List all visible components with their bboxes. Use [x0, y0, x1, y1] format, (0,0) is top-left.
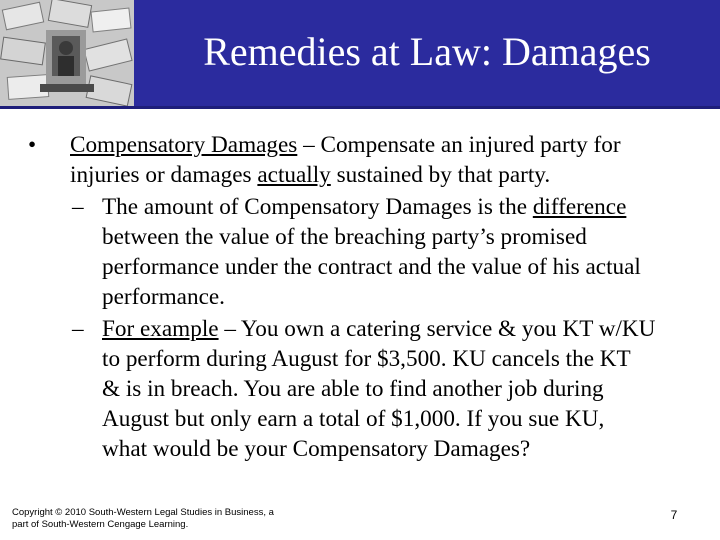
emphasis-actually: actually — [257, 162, 331, 188]
sub1-line-2: between the value of the breaching party’s promised — [102, 224, 587, 250]
slide-title: Remedies at Law: Damages — [203, 29, 651, 74]
sub2-line-5: what would be your Compensatory Damages? — [102, 436, 531, 462]
sub-bullet-dash-1: – — [72, 194, 84, 220]
sub2-line-1: For example – You own a catering service & you KT w/KU — [102, 316, 656, 342]
footer-copyright — [12, 507, 312, 531]
sub2-line-4: August but only earn a total of $1,000. If you sue KU, — [102, 406, 605, 432]
sub1-line-3: performance under the contract and the value of his actual — [102, 254, 641, 280]
money-collage-image — [0, 0, 134, 106]
copyright-line-1: Copyright © 2010 South-Western Legal Studies in Business, a — [12, 507, 274, 518]
bullet-marker: • — [28, 132, 37, 158]
bullet-line-1: Compensatory Damages – Compensate an injured party for — [70, 132, 621, 158]
header-photo — [0, 0, 134, 106]
sub2-line-2: to perform during August for $3,500. KU cancels the KT — [102, 346, 631, 372]
emphasis-difference: difference — [532, 194, 627, 220]
term-compensatory-damages: Compensatory Damages — [70, 132, 298, 158]
header-divider — [0, 106, 720, 109]
sub-bullet-dash-2: – — [72, 316, 84, 342]
page-number: 7 — [670, 508, 678, 522]
copyright-line-2: part of South-Western Cengage Learning. — [12, 519, 189, 530]
sub1-line-4: performance. — [102, 284, 225, 310]
sub2-line-3: & is in breach. You are able to find another job during — [102, 376, 604, 402]
bullet-line-2: injuries or damages actually sustained by that party. — [70, 162, 551, 188]
sub1-line-1: The amount of Compensatory Damages is the difference — [102, 194, 627, 220]
emphasis-for-example: For example — [102, 316, 219, 342]
